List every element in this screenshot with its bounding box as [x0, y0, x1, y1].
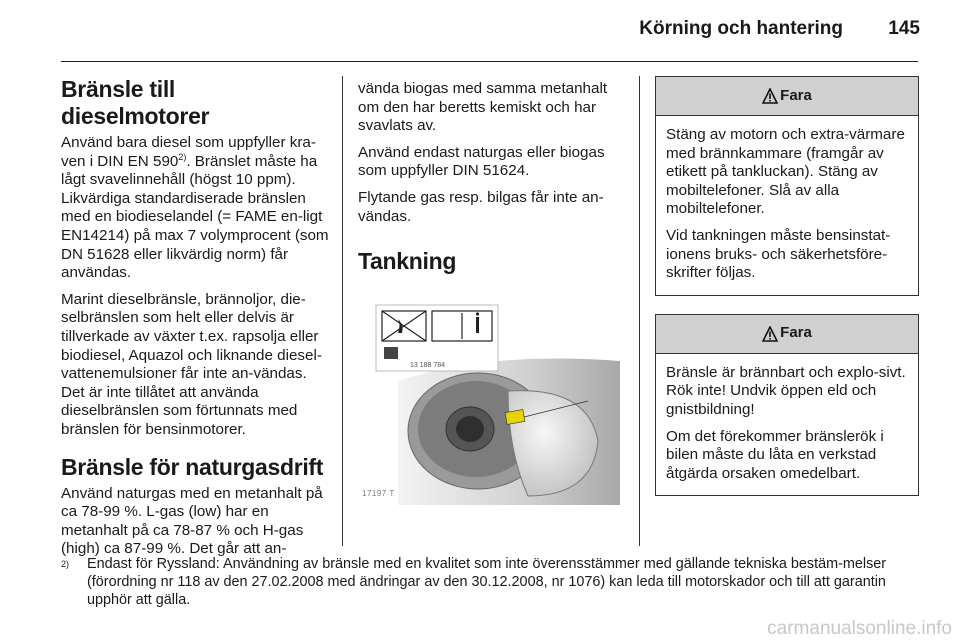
- gas-paragraph-4: Flytande gas resp. bilgas får inte an-vändas.: [358, 188, 604, 225]
- column-divider-2: [639, 76, 640, 546]
- fuel-flap-illustration: [358, 291, 620, 505]
- warning-2-text-1: Bränsle är brännbart och explo-sivt. Rök inte! Undvik öppen eld och gnistbildning!: [666, 363, 906, 418]
- gas-paragraph-3: Använd endast naturgas eller biogas som uppfyller DIN 51624.: [358, 143, 605, 180]
- page-number: 145: [888, 18, 920, 39]
- fuel-filler-figure: [358, 291, 620, 505]
- column-2: [358, 80, 628, 505]
- gas-paragraph-2: vända biogas med samma metanhalt om den har beretts kemiskt och har svavlats av.: [358, 80, 608, 135]
- warning-triangle-icon: [762, 326, 778, 342]
- footnote-text: Endast för Ryssland: Användning av bränsle med en kvalitet som inte överensstämmer med gällande tekniska bestäm-melser (förordning nr 118 av den 27.02.2008 med ändringar av den 30.12.2008, nr 1076) kan leda till motorskador och till att garantin upphör att gälla.: [87, 556, 887, 608]
- warning-label-2: Fara: [780, 324, 812, 342]
- figure-code: 17197 T: [362, 488, 395, 498]
- warning-label-1: Fara: [780, 86, 812, 104]
- diesel-paragraph-2: Marint dieselbränsle, brännoljor, die-selbränslen som helt eller delvis är tillverkade av växter t.ex. rapsolja eller biodiesel, Aquazol och liknande diesel-vattenemulsioner får inte an-vändas. Det är inte tillåtet att använda dieselbränslen som förtunnats med bränslen för bensinmotorer.: [61, 290, 322, 438]
- warning-header-2: [656, 315, 918, 354]
- column-divider-1: [342, 76, 343, 546]
- footnote-ref: 2): [178, 151, 187, 162]
- warning-box-2: [655, 314, 919, 497]
- footnote: [61, 555, 921, 609]
- warning-1-text-2: Vid tankningen måste bensinstat-ionens bruks- och säkerhetsföre-skrifter följas.: [666, 226, 891, 282]
- heading-refuelling: Tankning: [358, 248, 457, 275]
- page-header: [0, 18, 920, 40]
- section-title: Körning och hantering: [639, 18, 844, 39]
- warning-triangle-icon: [762, 88, 778, 104]
- warning-1-text-1: Stäng av motorn och extra-värmare med brännkammare (framgår av etikett på tankluckan). Stäng av mobiltelefoner. Slå av alla mobiltelefoner.: [666, 126, 905, 218]
- heading-diesel: Bränsle till dieselmotorer: [61, 76, 210, 129]
- warning-header-1: [656, 77, 918, 116]
- watermark: carmanualsonline.info: [767, 618, 952, 639]
- column-3: [655, 76, 919, 510]
- diesel-paragraph-1: Använd bara diesel som uppfyller kra-ven i DIN EN 590$^{2)}$. Bränslet måste ha lågt svavelinnehåll (högst 10 ppm). Likvärdiga standardiserade bränslen med en biodieselandel (= FAME en-ligt EN14214) på max 7 volymprocent (som DN 51628 eller likvärdig norm) får användas.: [61, 134, 329, 282]
- warning-2-text-2: Om det förekommer bränslerök i bilen måste du låta en verkstad åtgärda orsaken omedelbart.: [666, 427, 884, 482]
- gas-paragraph-1: Använd naturgas med en metanhalt på ca 78-99 %. L-gas (low) har en metanhalt på ca 78-87 % och H-gas (high) ca 87-99 %. Det går att an-: [61, 484, 323, 558]
- label-number: 13 188 784: [410, 362, 446, 370]
- warning-box-1: [655, 76, 919, 296]
- header-rule: [61, 61, 918, 62]
- heading-natural-gas: Bränsle för naturgasdrift: [61, 453, 324, 480]
- footnote-marker: 2): [61, 559, 70, 569]
- column-1: [61, 76, 329, 567]
